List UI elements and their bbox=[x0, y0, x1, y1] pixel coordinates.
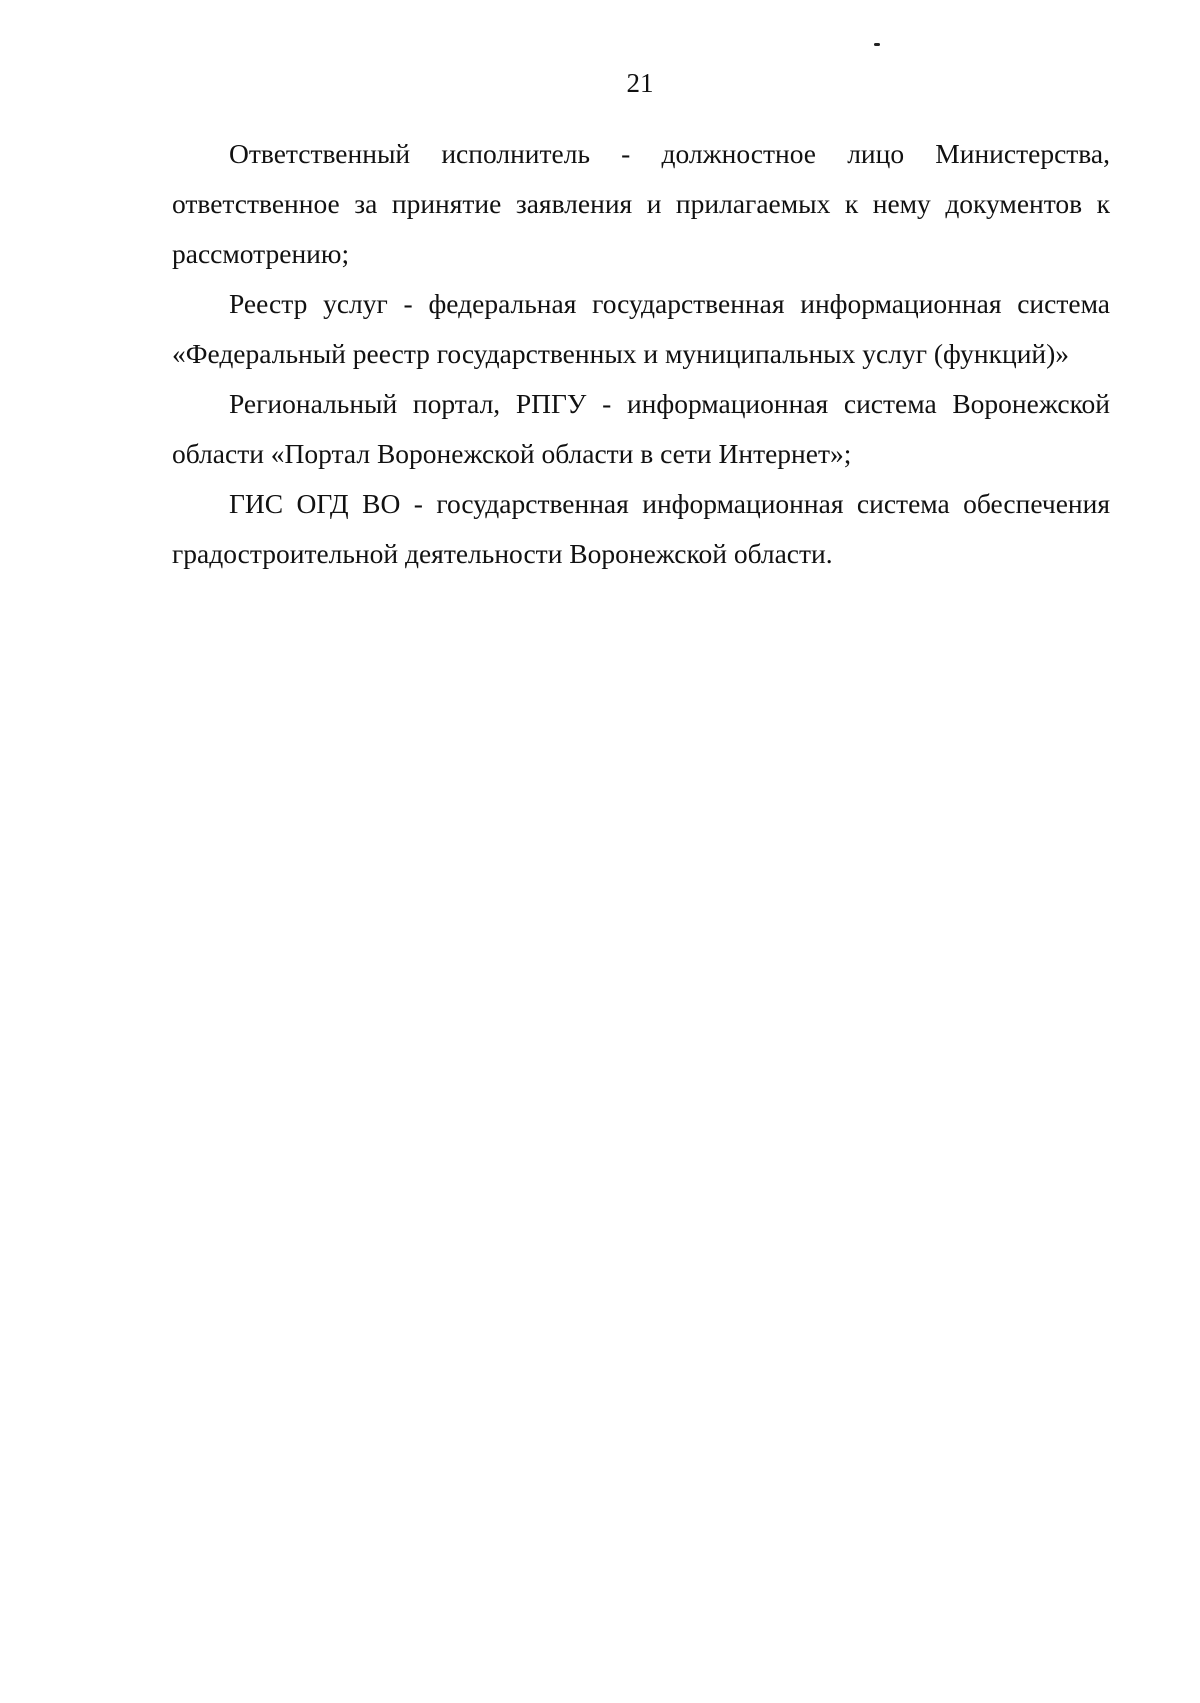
paragraph-regional-portal: Региональный портал, РПГУ - информационная система Воронежской области «Портал Воронежской области в сети Интернет»; bbox=[172, 388, 1110, 469]
paragraph-responsible-executor: Ответственный исполнитель - должностное лицо Министерства, ответственное за принятие заявления и прилагаемых к нему документов к рассмотрению; bbox=[172, 138, 1110, 269]
page-number: 21 bbox=[626, 68, 654, 98]
document-body bbox=[172, 129, 1110, 579]
paragraph-gis-ogd-vo: ГИС ОГД ВО - государственная информационная система обеспечения градостроительной деятельности Воронежской области. bbox=[172, 488, 1110, 569]
scan-artifact-mark bbox=[874, 43, 880, 46]
paragraph-services-registry: Реестр услуг - федеральная государственная информационная система «Федеральный реестр государственных и муниципальных услуг (функций)» bbox=[172, 288, 1110, 369]
